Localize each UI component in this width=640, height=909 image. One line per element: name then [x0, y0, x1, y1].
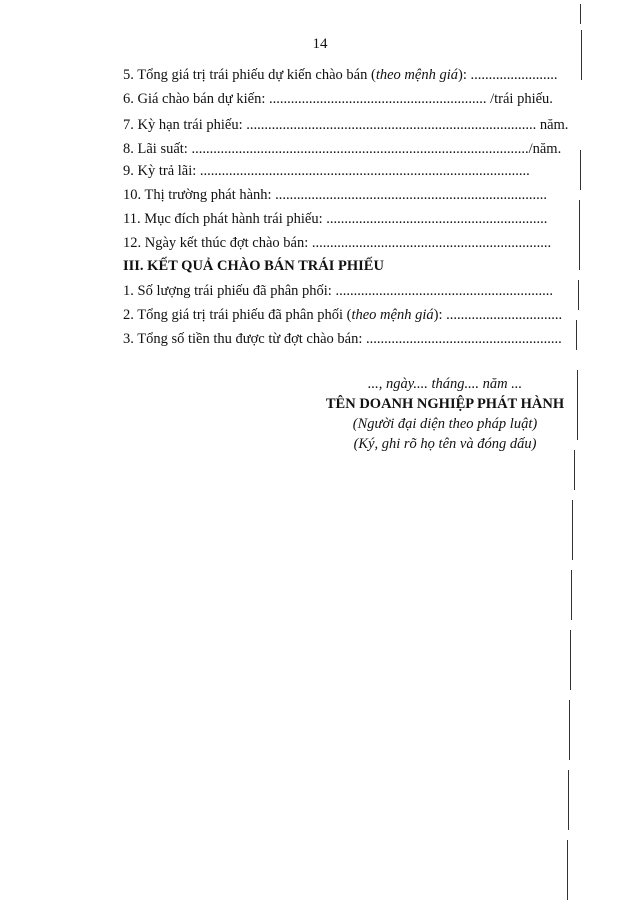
scan-edge-line [574, 450, 575, 490]
item-11: 11. Mục đích phát hành trái phiếu: ............................................................. [123, 211, 548, 227]
result-item-3: 3. Tổng số tiền thu được từ đợt chào bán: ...................................................... [123, 331, 562, 347]
scan-edge-line [569, 700, 570, 760]
scan-edge-line [580, 150, 581, 190]
signature-instruction: (Ký, ghi rõ họ tên và đóng dấu) [353, 436, 537, 452]
date-line: ..., ngày.... tháng.... năm ... [367, 376, 523, 392]
item-8: 8. Lãi suất: ............................................................................................./năm. [123, 141, 562, 157]
scan-edge-line [578, 280, 579, 310]
item-5: 5. Tổng giá trị trái phiếu dự kiến chào bán (theo mệnh giá): ........................ [123, 67, 558, 83]
item-6: 6. Giá chào bán dự kiến: ............................................................ /trái phiếu. [123, 91, 553, 107]
scan-edge-line [568, 770, 569, 830]
scan-edge-line [580, 4, 581, 24]
scan-edge-line [571, 570, 572, 620]
item-10: 10. Thị trường phát hành: ........................................................................... [123, 187, 548, 203]
scan-edge-line [581, 30, 582, 80]
item-7: 7. Kỳ hạn trái phiếu: ................................................................................ năm. [123, 117, 569, 133]
scan-edge-line [567, 840, 568, 900]
scan-edge-line [576, 320, 577, 350]
representative-note: (Người đại diện theo pháp luật) [352, 416, 538, 432]
scan-edge-line [579, 200, 580, 270]
section-heading: III. KẾT QUẢ CHÀO BÁN TRÁI PHIẾU [123, 258, 384, 274]
scan-edge-line [577, 370, 578, 440]
scan-edge-line [572, 500, 573, 560]
item-12: 12. Ngày kết thúc đợt chào bán: .................................................................. [123, 235, 552, 251]
page-number: 14 [312, 36, 328, 52]
result-item-1: 1. Số lượng trái phiếu đã phân phối: ............................................................ [123, 283, 553, 299]
item-9: 9. Kỳ trả lãi: ........................................................................................... [123, 163, 530, 179]
org-name: TÊN DOANH NGHIỆP PHÁT HÀNH [325, 396, 565, 412]
result-item-2: 2. Tổng giá trị trái phiếu đã phân phối (theo mệnh giá): ................................ [123, 307, 563, 323]
scan-edge-line [570, 630, 571, 690]
